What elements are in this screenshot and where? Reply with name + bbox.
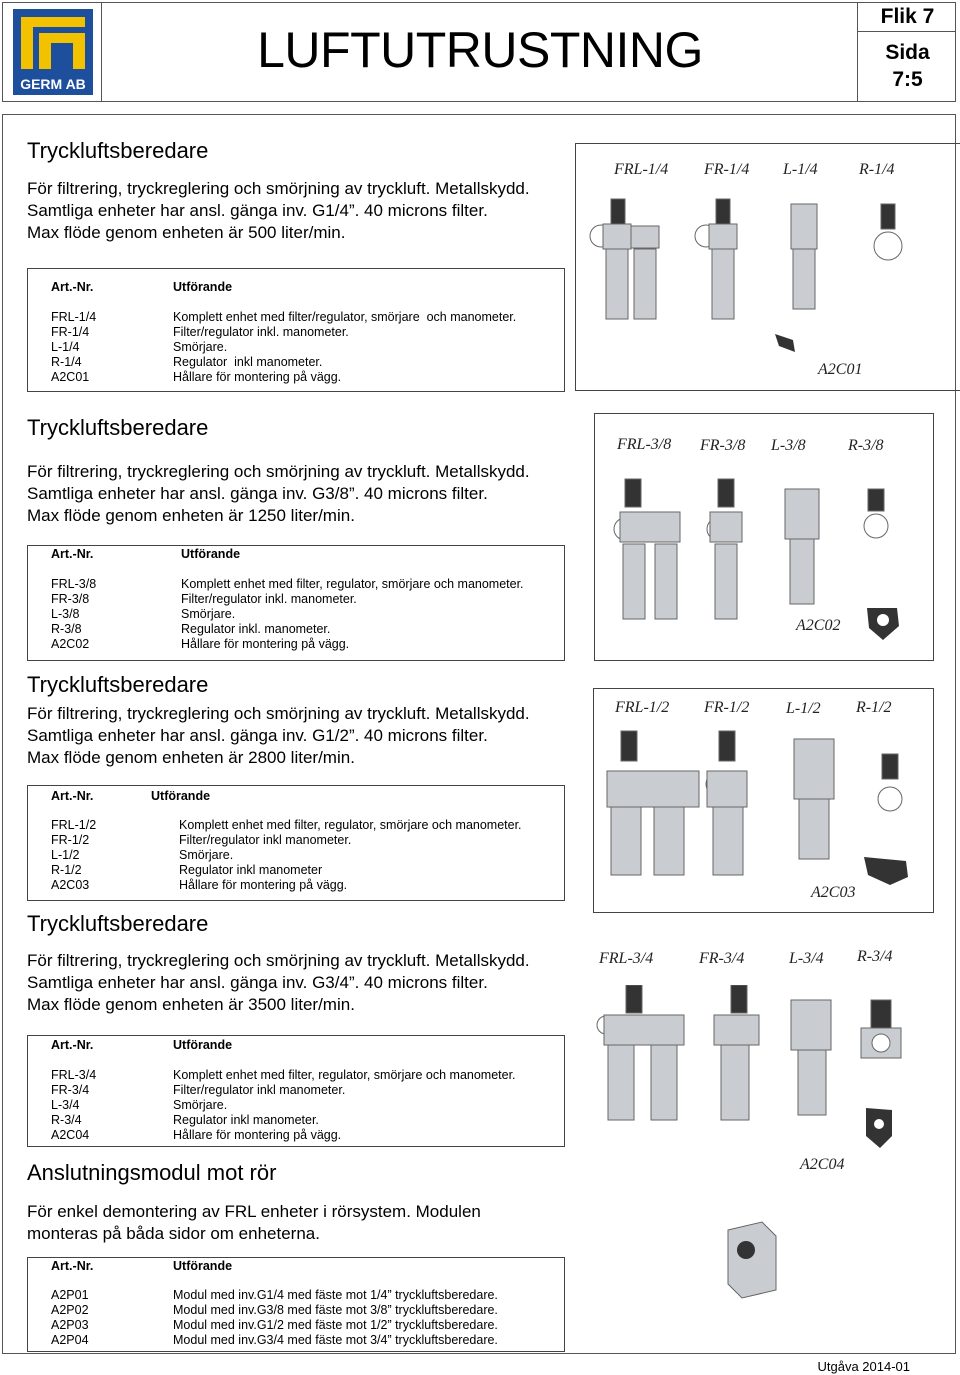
spec-table xyxy=(27,545,565,661)
art-codes: FRL-3/4 FR-3/4 L-3/4 R-3/4 A2C04 xyxy=(51,1068,97,1142)
bracket-icon xyxy=(862,855,912,887)
spec-table xyxy=(27,1035,565,1147)
col-utforande: Utförande xyxy=(181,547,241,561)
product-image-panel: FRL-1/4 FR-1/4 L-1/4 R-1/4 A2C01 xyxy=(575,143,960,391)
col-utforande: Utförande xyxy=(151,789,211,803)
section-heading: Tryckluftsberedare xyxy=(27,415,209,440)
product-image-panel: FRL-1/2 FR-1/2 L-1/2 R-1/2 A2C03 xyxy=(593,688,934,913)
descriptions: Komplett enhet med filter/regulator, smörjare och manometer. Filter/regulator inkl. manometer. Smörjare. Regulator inkl manometer. Hållare för montering på vägg. xyxy=(173,310,517,384)
germ-logo xyxy=(13,9,93,95)
section-heading: Tryckluftsberedare xyxy=(27,138,209,163)
frl-unit-images xyxy=(605,474,905,624)
section-description: För filtrering, tryckreglering och smörjning av tryckluft. Metallskydd. Samtliga enheter har ansl. gänga inv. G1/4”. 40 microns filter. Max flöde genom enheten är 500 liter/min. xyxy=(27,179,530,242)
descriptions: Komplett enhet med filter, regulator, smörjare och manometer. Filter/regulator inkl. manometer. Smörjare. Regulator inkl. manometer. Hållare för montering på vägg. xyxy=(181,577,524,651)
col-utforande: Utförande xyxy=(173,1038,233,1052)
spec-table xyxy=(27,268,565,392)
descriptions: Modul med inv.G1/4 med fäste mot 1/4” tryckluftsberedare. Modul med inv.G3/8 med fäste mot 3/8” tryckluftsberedare. Modul med inv.G1/2 med fäste mot 1/2” tryckluftsberedare. Modul med inv.G3/4 med fäste mot 3/4” tryckluftsberedare. xyxy=(173,1288,498,1347)
col-art: Art.-Nr. xyxy=(51,789,94,803)
art-codes: FRL-3/8 FR-3/8 L-3/8 R-3/8 A2C02 xyxy=(51,577,97,651)
col-art: Art.-Nr. xyxy=(51,1259,94,1273)
descriptions: Komplett enhet med filter, regulator, smörjare och manometer. Filter/regulator inkl manometer. Smörjare. Regulator inkl manometer Hållare för montering på vägg. xyxy=(179,818,522,892)
product-image-panel: FRL-3/8 FR-3/8 L-3/8 R-3/8 A2C02 xyxy=(594,413,934,661)
art-codes: FRL-1/4 FR-1/4 L-1/4 R-1/4 A2C01 xyxy=(51,310,97,384)
section-description: För filtrering, tryckreglering och smörjning av tryckluft. Metallskydd. Samtliga enheter har ansl. gänga inv. G3/4”. 40 microns filter. Max flöde genom enheten är 3500 liter/min. xyxy=(27,951,530,1014)
spec-table xyxy=(27,785,565,901)
section-description: För filtrering, tryckreglering och smörjning av tryckluft. Metallskydd. Samtliga enheter har ansl. gänga inv. G1/2”. 40 microns filter. Max flöde genom enheten är 2800 liter/min. xyxy=(27,704,530,767)
section-heading: Tryckluftsberedare xyxy=(27,672,209,697)
frl-unit-images xyxy=(596,985,916,1125)
logo-text: GERM AB xyxy=(20,76,86,92)
bracket-icon xyxy=(863,604,903,644)
page-number: Sida 7:5 xyxy=(885,41,930,91)
col-utforande: Utförande xyxy=(173,1259,233,1273)
frl-unit-images xyxy=(581,194,911,339)
section-heading: Anslutningsmodul mot rör xyxy=(27,1160,277,1185)
spec-table xyxy=(27,1257,565,1352)
col-art: Art.-Nr. xyxy=(51,1038,94,1052)
flik-label: Flik 7 xyxy=(880,5,935,28)
col-art: Art.-Nr. xyxy=(51,547,94,561)
art-codes: A2P01 A2P02 A2P03 A2P04 xyxy=(51,1288,89,1347)
art-codes: FRL-1/2 FR-1/2 L-1/2 R-1/2 A2C03 xyxy=(51,818,97,892)
col-art: Art.-Nr. xyxy=(51,280,94,294)
page-title: LUFTUTRUSTNING xyxy=(257,22,703,78)
bracket-icon xyxy=(862,1106,896,1150)
section-description: För enkel demontering av FRL enheter i rörsystem. Modulen monteras på båda sidor om enheterna. xyxy=(27,1202,481,1243)
edition-footer: Utgåva 2014-01 xyxy=(817,1359,910,1374)
bracket-icon xyxy=(773,332,797,356)
page-header xyxy=(2,2,956,102)
col-utforande: Utförande xyxy=(173,280,233,294)
section-heading: Tryckluftsberedare xyxy=(27,911,209,936)
module-image xyxy=(722,1220,782,1300)
section-description: För filtrering, tryckreglering och smörjning av tryckluft. Metallskydd. Samtliga enheter har ansl. gänga inv. G3/8”. 40 microns filter. Max flöde genom enheten är 1250 liter/min. xyxy=(27,462,530,525)
descriptions: Komplett enhet med filter, regulator, smörjare och manometer. Filter/regulator inkl manometer. Smörjare. Regulator inkl manometer. Hållare för montering på vägg. xyxy=(173,1068,516,1142)
